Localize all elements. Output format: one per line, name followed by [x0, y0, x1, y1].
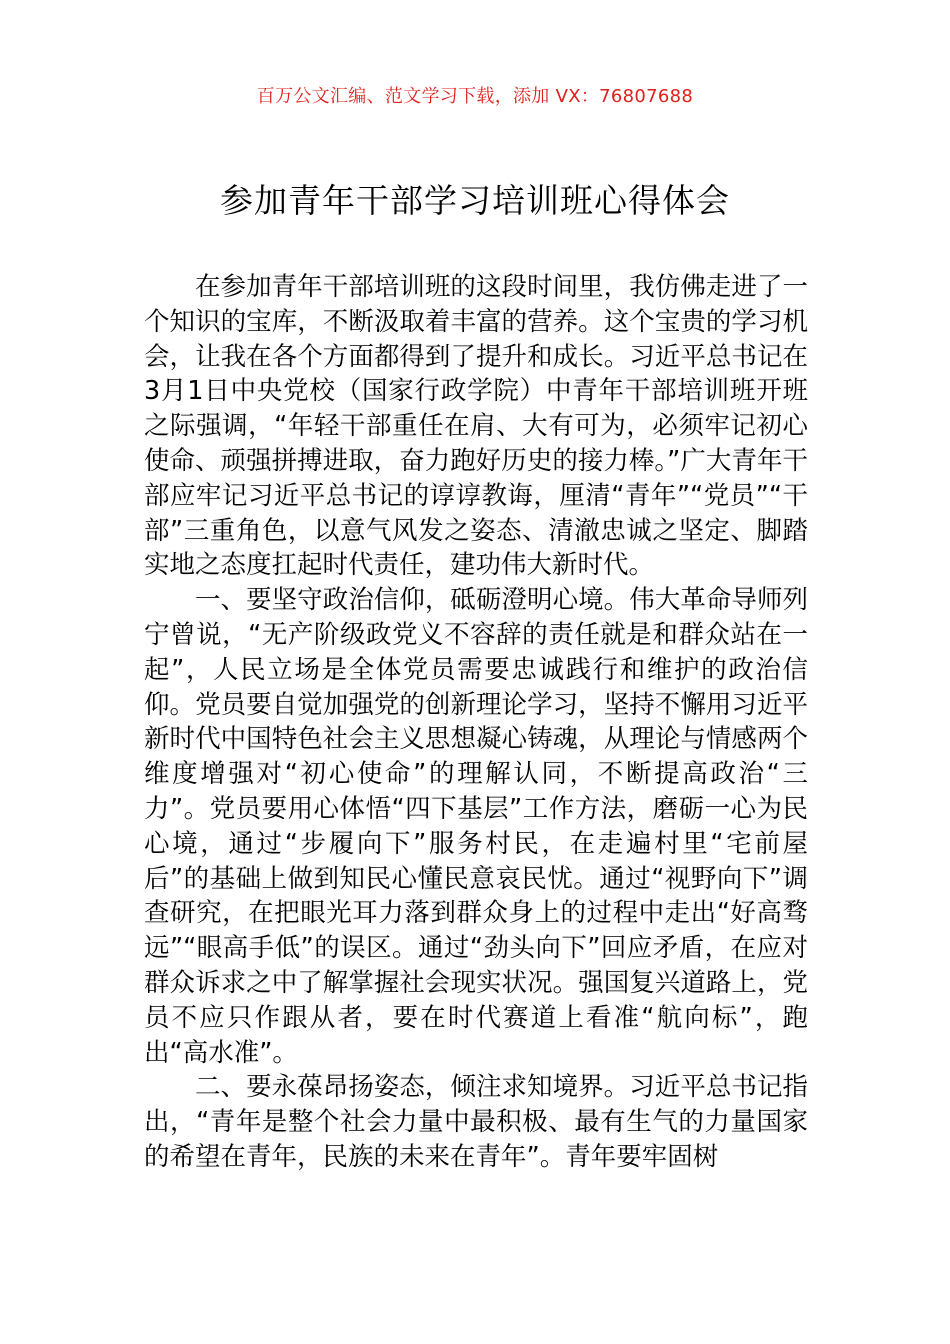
paragraph-section-two: 二、要永葆昂扬姿态，倾注求知境界。习近平总书记指出，“青年是整个社会力量中最积极、最有生气的力量国家的希望在青年，民族的未来在青年”。青年要牢固树 [144, 1072, 808, 1172]
paragraph-intro: 在参加青年干部培训班的这段时间里，我仿佛走进了一个知识的宝库，不断汲取着丰富的营养。这个宝贵的学习机会，让我在各个方面都得到了提升和成长。习近平总书记在3月1日中央党校（国家行政学院）中青年干部培训班开班之际强调，“年轻干部重任在肩、大有可为，必须牢记初心使命、顽强拼搏进取，奋力跑好历史的接力棒。”广大青年干部应牢记习近平总书记的谆谆教诲，厘清“青年”“党员”“干部”三重角色，以意气风发之姿态、清澈忠诚之坚定、脚踏实地之态度扛起时代责任，建功伟大新时代。 [144, 272, 808, 581]
paragraph-section-one: 一、要坚守政治信仰，砥砺澄明心境。伟大革命导师列宁曾说，“无产阶级政党义不容辞的责任就是和群众站在一起”，人民立场是全体党员需要忠诚践行和维护的政治信仰。党员要自觉加强党的创新理论学习，坚持不懈用习近平新时代中国特色社会主义思想凝心铸魂，从理论与情感两个维度增强对“初心使命”的理解认同，不断提高政治“三力”。党员要用心体悟“四下基层”工作方法，磨砺一心为民心境，通过“步履向下”服务村民，在走遍村里“宅前屋后”的基础上做到知民心懂民意哀民忧。通过“视野向下”调查研究，在把眼光耳力落到群众身上的过程中走出“好高骛远”“眼高手低”的误区。通过“劲头向下”回应矛盾，在应对群众诉求之中了解掌握社会现实状况。强国复兴道路上，党员不应只作跟从者，要在时代赛道上看准“航向标”，跑出“高水准”。 [144, 585, 808, 1068]
watermark-header-note: 百万公文汇编、范文学习下载，添加 VX：76807688 [256, 86, 694, 107]
document-title: 参加青年干部学习培训班心得体会 [220, 181, 730, 220]
document-body [144, 270, 808, 1175]
